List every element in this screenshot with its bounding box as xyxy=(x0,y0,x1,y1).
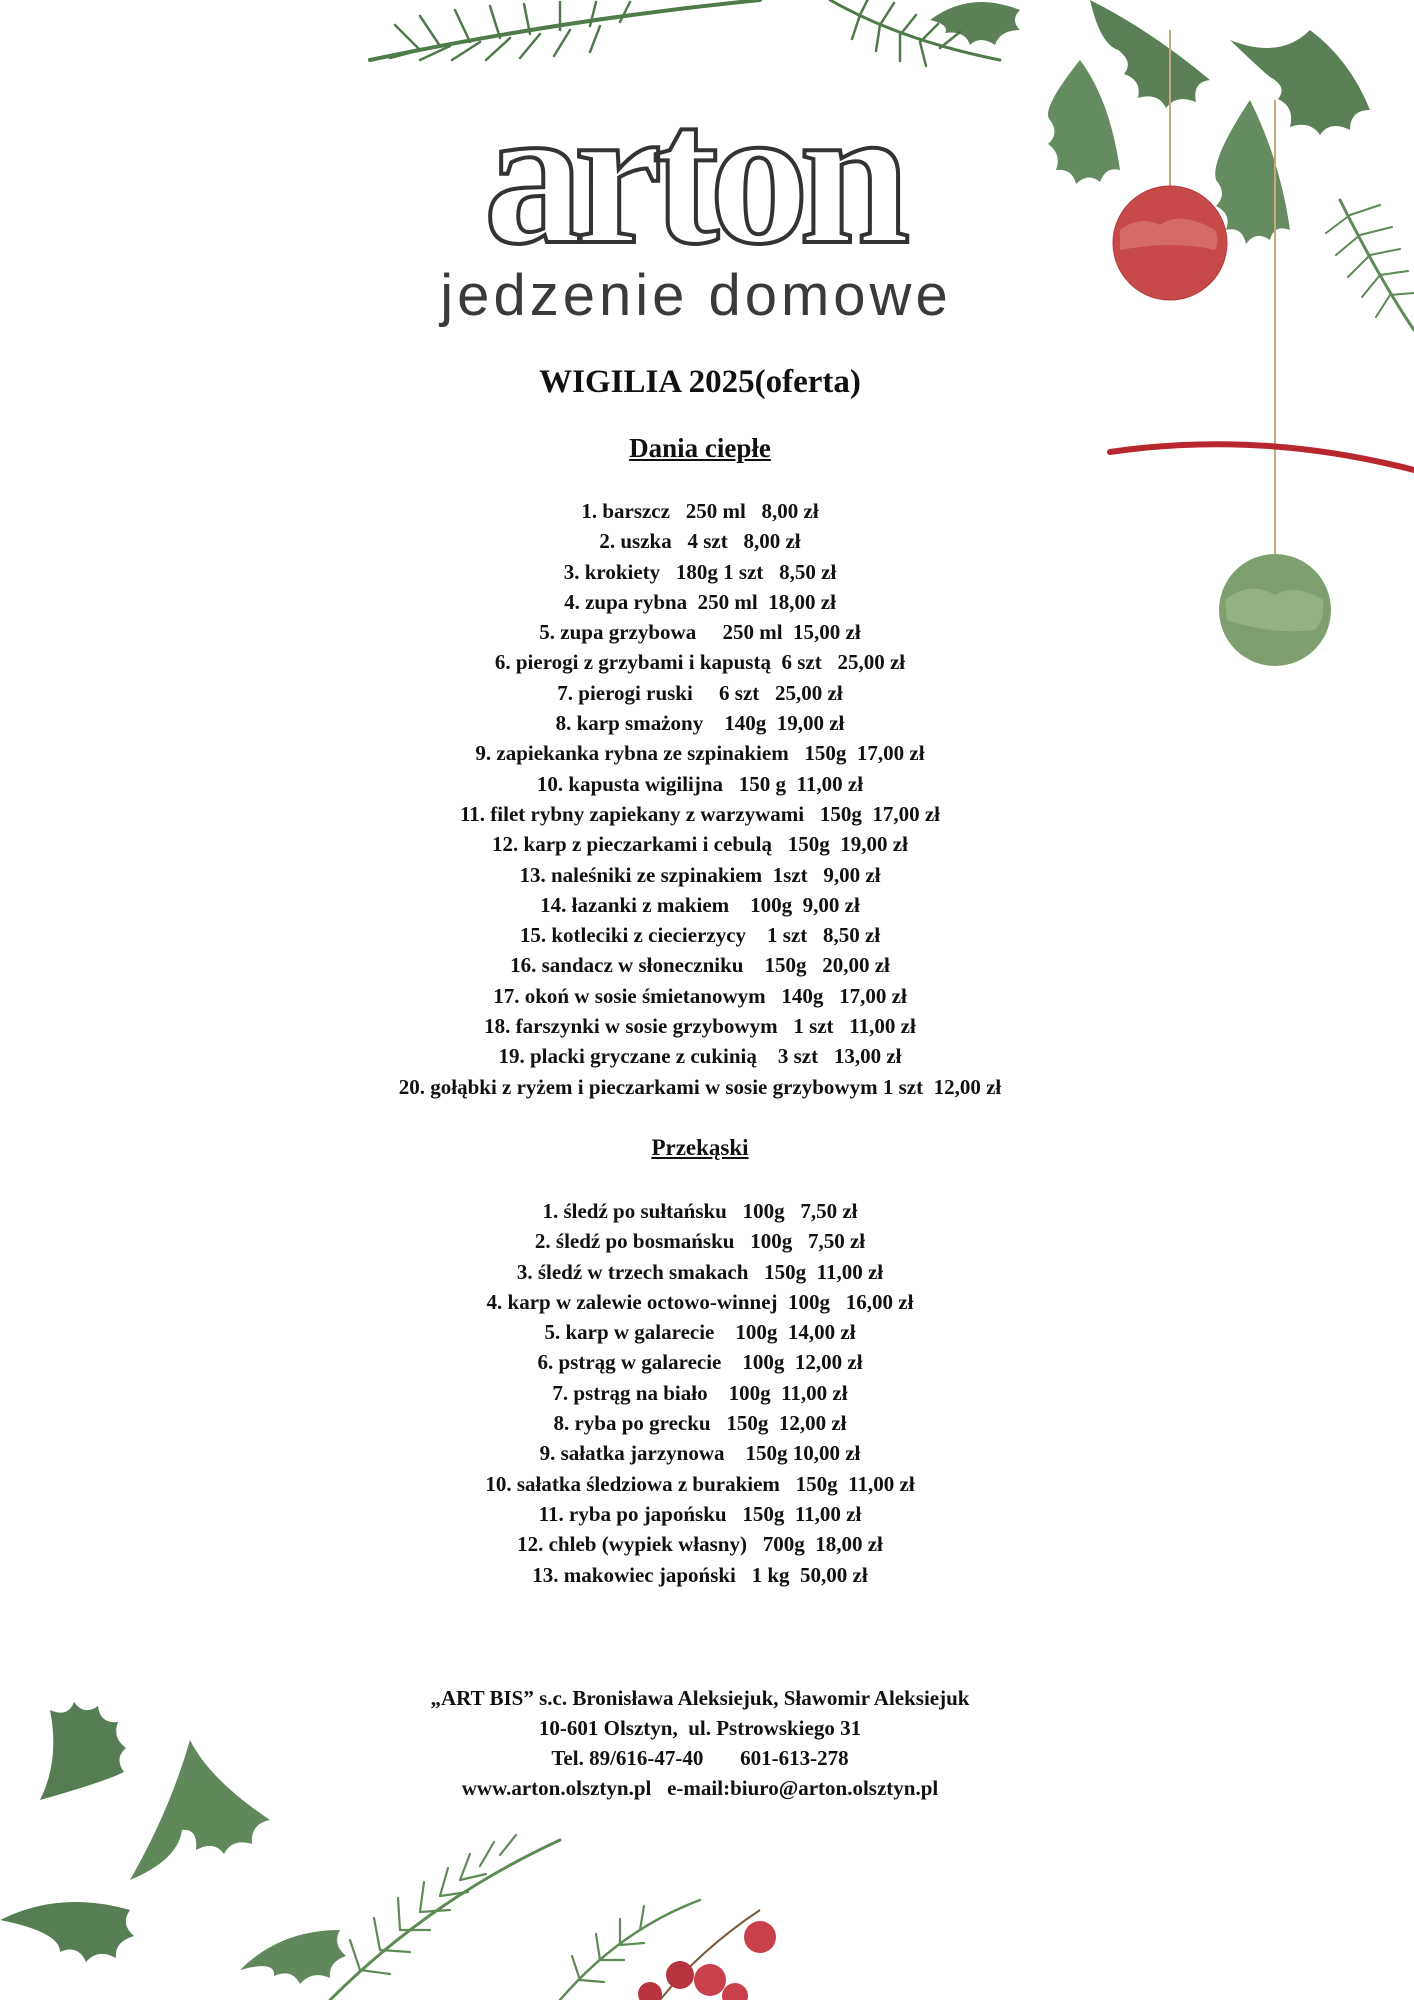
company-address: 10-601 Olsztyn, ul. Pstrowskiego 31 xyxy=(538,1716,862,1740)
pine-branch-bottom-icon xyxy=(330,1835,700,2000)
menu-item: 10. sałatka śledziowa z burakiem 150g 11,00 zł xyxy=(485,1471,915,1496)
menu-item: 9. sałatka jarzynowa 150g 10,00 zł xyxy=(539,1441,861,1466)
menu-item: 13. naleśniki ze szpinakiem 1szt 9,00 zł xyxy=(519,862,881,887)
logo-tagline: jedzenie domowe xyxy=(440,263,952,328)
logo-wordmark: arton xyxy=(483,90,901,286)
menu-item: 11. filet rybny zapiekany z warzywami 150g 17,00 zł xyxy=(459,801,941,826)
offer-content xyxy=(0,360,1400,1590)
menu-item: 17. okoń w sosie śmietanowym 140g 17,00 zł xyxy=(493,983,907,1008)
menu-item: 3. krokiety 180g 1 szt 8,50 zł xyxy=(563,559,837,584)
menu-item: 4. karp w zalewie octowo-winnej 100g 16,00 zł xyxy=(486,1289,914,1314)
menu-item: 18. farszynki w sosie grzybowym 1 szt 11,00 zł xyxy=(484,1014,916,1039)
menu-item: 14. łazanki z makiem 100g 9,00 zł xyxy=(540,892,860,917)
contact-footer xyxy=(0,1683,1400,1803)
menu-item: 8. karp smażony 140g 19,00 zł xyxy=(555,711,845,736)
hot-dishes-list xyxy=(0,496,1400,1102)
menu-item: 2. uszka 4 szt 8,00 zł xyxy=(599,529,801,554)
section-heading-hot-dishes: Dania ciepłe xyxy=(629,433,771,463)
menu-item: 7. pstrąg na biało 100g 11,00 zł xyxy=(552,1380,848,1405)
company-name: „ART BIS” s.c. Bronisława Aleksiejuk, Sławomir Aleksiejuk xyxy=(430,1686,970,1710)
menu-item: 12. chleb (wypiek własny) 700g 18,00 zł xyxy=(517,1532,883,1557)
section-heading-appetizers: Przekąski xyxy=(651,1134,749,1160)
menu-item: 9. zapiekanka rybna ze szpinakiem 150g 17,00 zł xyxy=(475,741,925,766)
pine-branch-top-icon xyxy=(370,0,1000,66)
berries-icon xyxy=(638,1910,776,2000)
menu-item: 4. zupa rybna 250 ml 18,00 zł xyxy=(564,589,836,614)
menu-item: 1. barszcz 250 ml 8,00 zł xyxy=(581,499,819,523)
company-web-email: www.arton.olsztyn.pl e-mail:biuro@arton.olsztyn.pl xyxy=(461,1776,939,1800)
menu-item: 15. kotleciki z ciecierzycy 1 szt 8,50 zł xyxy=(519,923,881,948)
menu-item: 5. zupa grzybowa 250 ml 15,00 zł xyxy=(539,620,861,645)
menu-item: 8. ryba po grecku 150g 12,00 zł xyxy=(553,1411,847,1436)
appetizers-list xyxy=(0,1196,1400,1590)
menu-item: 2. śledź po bosmańsku 100g 7,50 zł xyxy=(534,1229,866,1254)
menu-item: 6. pierogi z grzybami i kapustą 6 szt 25,00 zł xyxy=(494,650,906,675)
page-title: WIGILIA 2025(oferta) xyxy=(539,364,861,400)
menu-item: 20. gołąbki z ryżem i pieczarkami w sosie grzybowym 1 szt 12,00 zł xyxy=(398,1074,1002,1099)
menu-item: 13. makowiec japoński 1 kg 50,00 zł xyxy=(532,1562,868,1587)
menu-item: 10. kapusta wigilijna 150 g 11,00 zł xyxy=(536,771,864,796)
company-phone: Tel. 89/616-47-40 601-613-278 xyxy=(551,1746,849,1770)
menu-item: 6. pstrąg w galarecie 100g 12,00 zł xyxy=(537,1350,863,1375)
menu-item: 12. karp z pieczarkami i cebulą 150g 19,00 zł xyxy=(492,832,908,857)
brand-logo xyxy=(0,90,1414,340)
menu-item: 3. śledź w trzech smakach 150g 11,00 zł xyxy=(516,1259,884,1284)
menu-item: 11. ryba po japońsku 150g 11,00 zł xyxy=(538,1501,862,1526)
menu-item: 1. śledź po sułtańsku 100g 7,50 zł xyxy=(542,1198,858,1223)
menu-item: 16. sandacz w słoneczniku 150g 20,00 zł xyxy=(510,953,890,978)
menu-item: 19. placki gryczane z cukinią 3 szt 13,00 zł xyxy=(498,1044,902,1069)
menu-item: 7. pierogi ruski 6 szt 25,00 zł xyxy=(557,680,843,705)
menu-item: 5. karp w galarecie 100g 14,00 zł xyxy=(544,1320,856,1345)
